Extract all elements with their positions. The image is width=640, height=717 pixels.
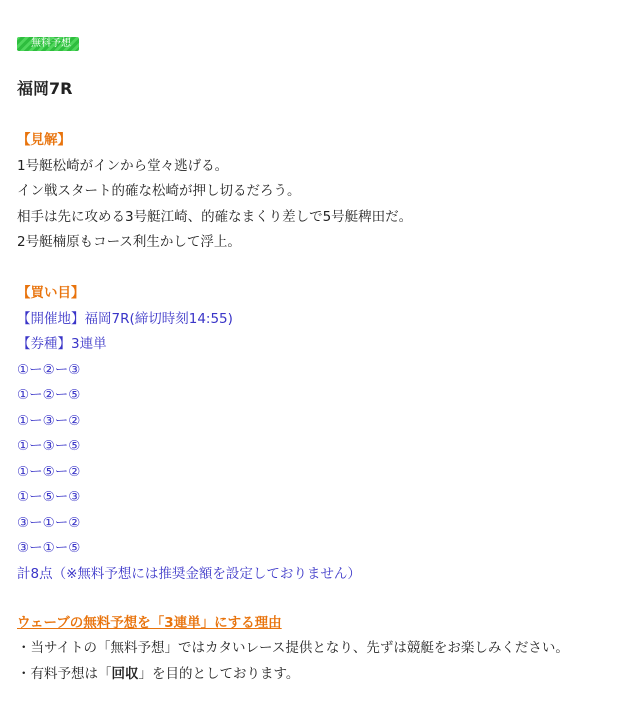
opinion-section bbox=[17, 128, 412, 256]
opinion-line: 1号艇松崎がインから堂々逃げる。 bbox=[17, 157, 229, 174]
bet-combo: ①ー②ー⑤ bbox=[17, 387, 81, 403]
notes-section bbox=[17, 636, 569, 687]
bet-combo: ③ー①ー② bbox=[17, 514, 81, 531]
bet-combo: ①ー⑤ー③ bbox=[17, 489, 81, 505]
bet-type-line: 【券種】3連単 bbox=[17, 336, 107, 352]
bet-combo: ①ー③ー② bbox=[17, 412, 81, 429]
note-line-2-bold: 回収 bbox=[111, 665, 139, 682]
note-line-1: ・当サイトの「無料予想」ではカタいレース提供となり、先ずは競艇をお楽しみください。 bbox=[17, 640, 569, 656]
bet-combo: ③ー①ー⑤ bbox=[17, 540, 81, 556]
note-line-2-suffix: 」を目的としております。 bbox=[138, 665, 300, 682]
bet-combo: ①ー⑤ー② bbox=[17, 463, 81, 480]
opinion-heading: 【見解】 bbox=[17, 132, 71, 148]
opinion-line: 2号艇楠原もコース利生かして浮上。 bbox=[17, 234, 241, 250]
reason-link[interactable]: ウェーブの無料予想を「3連単」にする理由 bbox=[17, 615, 282, 631]
bets-section bbox=[17, 281, 361, 587]
bet-total: 計8点（※無料予想には推奨金額を設定しておりません） bbox=[17, 565, 361, 582]
opinion-line: 相手は先に攻める3号艇江崎、的確なまくり差しで5号艇稗田だ。 bbox=[17, 208, 413, 225]
bet-combo: ①ー③ー⑤ bbox=[17, 438, 81, 454]
opinion-line: イン戦スタート的確な松崎が押し切るだろう。 bbox=[17, 183, 301, 199]
bets-heading: 【買い目】 bbox=[17, 285, 85, 301]
note-line-2 bbox=[17, 662, 569, 688]
free-prediction-badge: 無料予想 bbox=[17, 37, 79, 51]
bet-combo: ①ー②ー③ bbox=[17, 361, 81, 378]
venue-line: 【開催地】福岡7R(締切時刻14:55) bbox=[17, 310, 233, 327]
race-title: 福岡7R bbox=[17, 79, 73, 98]
note-line-2-prefix: ・有料予想は「 bbox=[17, 665, 112, 682]
